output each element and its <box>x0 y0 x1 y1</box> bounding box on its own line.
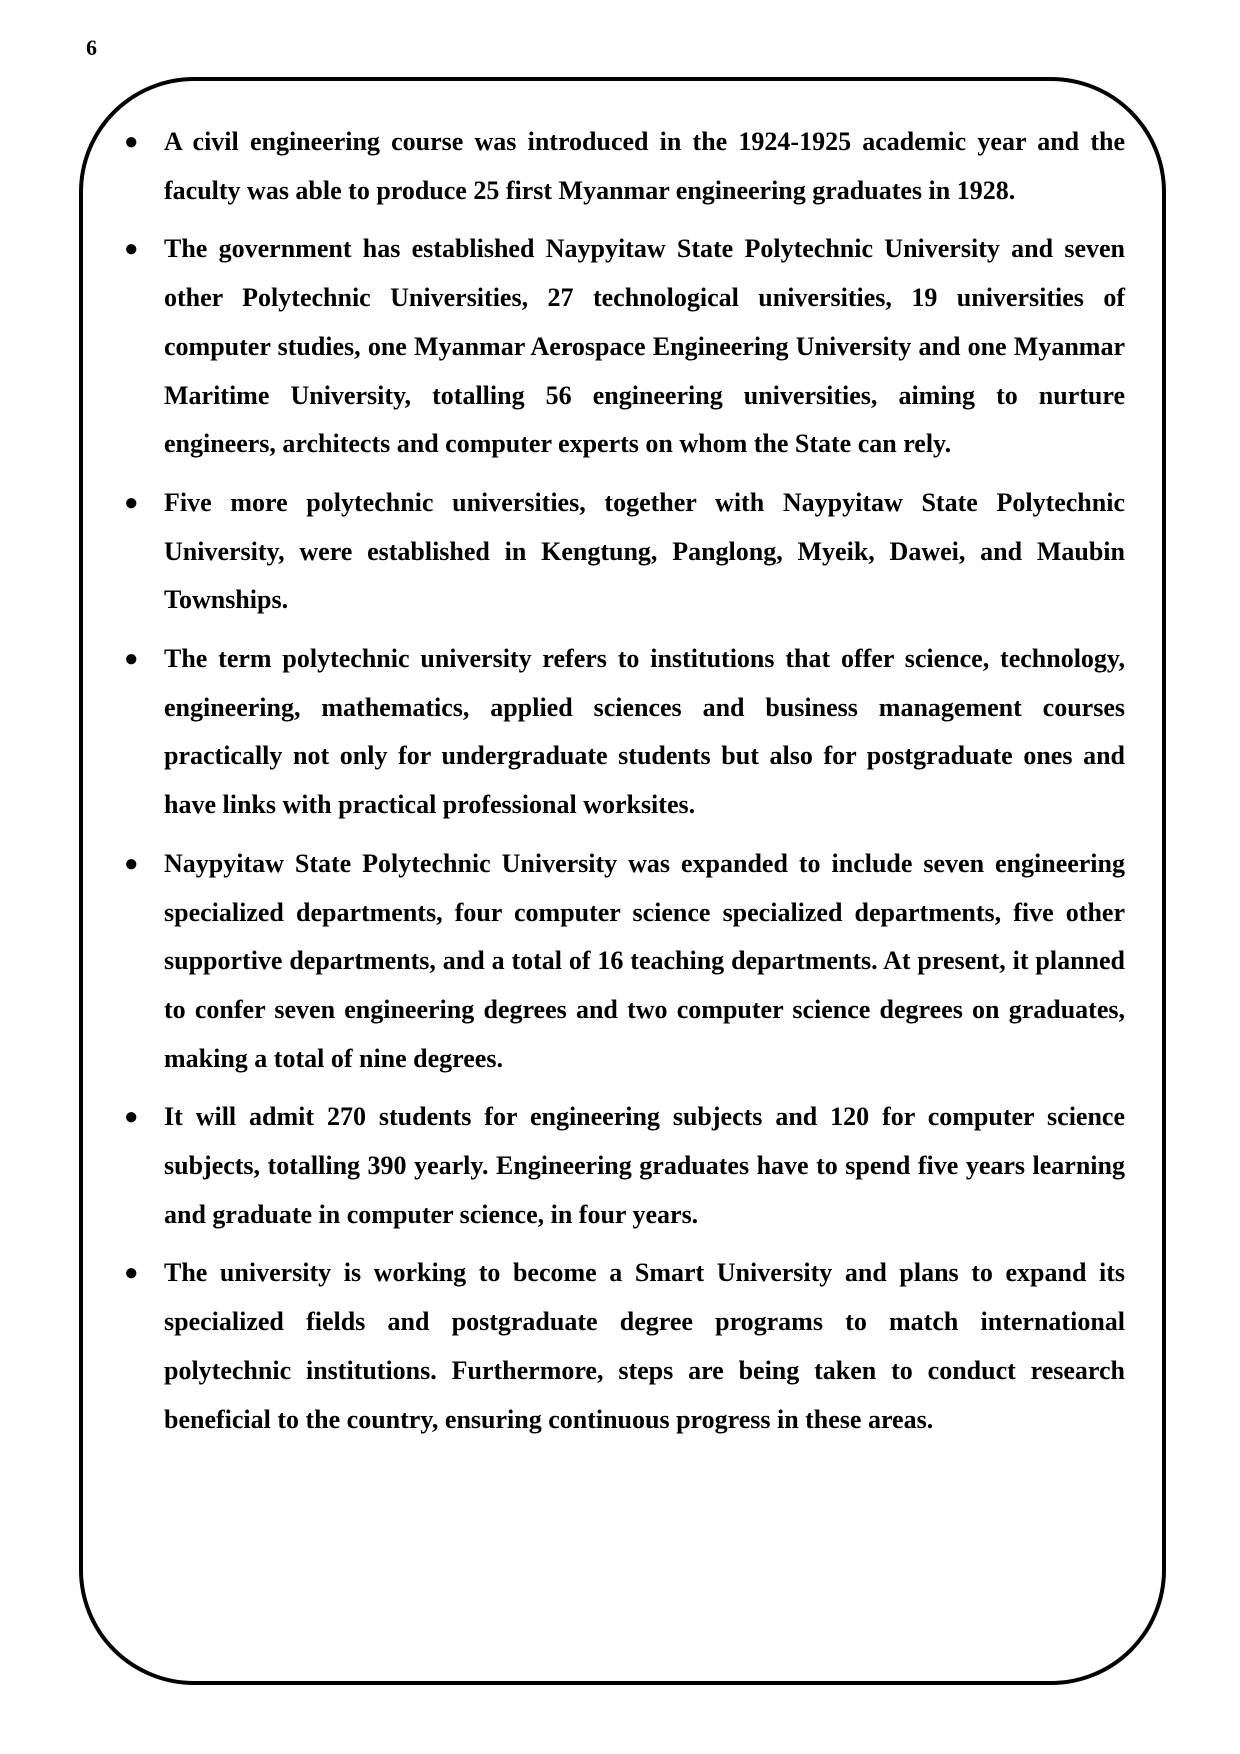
bullet-icon: ● <box>124 236 139 263</box>
list-item-text: A civil engineering course was introduced in the 1924-1925 academic year and the faculty was able to produce 25 first Myanmar engineering graduates in 1928. <box>164 127 1125 205</box>
list-item <box>114 118 1125 215</box>
list-item-text: The university is working to become a Smart University and plans to expand its specialized fields and postgraduate degree programs to match international polytechnic institutions. Furthermore, steps are being taken to conduct research beneficial to the country, ensuring continuous progress in these areas. <box>164 1258 1125 1434</box>
bullet-icon: ● <box>124 489 139 516</box>
list-item-text: Naypyitaw State Polytechnic University was expanded to include seven engineering specialized departments, four computer science specialized departments, five other supportive departments, and a total of 16 teaching departments. At present, it planned to confer seven engineering degrees and two computer science degrees on graduates, making a total of nine degrees. <box>164 848 1125 1073</box>
list-item <box>114 1093 1125 1239</box>
list-item <box>114 479 1125 625</box>
list-item-text: It will admit 270 students for engineering subjects and 120 for computer science subjects, totalling 390 yearly. Engineering graduates have to spend five years learning and graduate in computer science, in four years. <box>164 1102 1125 1229</box>
bullet-icon: ● <box>124 646 139 673</box>
list-item-text: The term polytechnic university refers to institutions that offer science, technology, engineering, mathematics, applied sciences and business management courses practically not only for undergraduate students but also for postgraduate ones and have links with practical professional worksites. <box>164 644 1125 820</box>
bullet-icon: ● <box>124 850 139 877</box>
list-item-text: The government has established Naypyitaw State Polytechnic University and seven other Polytechnic Universities, 27 technological universities, 19 universities of computer studies, one Myanmar Aerospace Engineering University and one Myanmar Maritime University, totalling 56 engineering universities, aiming to nurture engineers, architects and computer experts on whom the State can rely. <box>164 234 1125 459</box>
page-number: 6 <box>86 35 97 60</box>
list-item <box>114 840 1125 1084</box>
list-item-text: Five more polytechnic universities, together with Naypyitaw State Polytechnic University, were established in Kengtung, Panglong, Myeik, Dawei, and Maubin Townships. <box>164 487 1125 615</box>
list-item <box>114 225 1125 469</box>
bullet-list <box>114 118 1125 1454</box>
bullet-icon: ● <box>124 129 139 155</box>
bullet-icon: ● <box>124 1260 139 1287</box>
bullet-icon: ● <box>124 1104 139 1131</box>
list-item <box>114 1249 1125 1444</box>
list-item <box>114 635 1125 830</box>
